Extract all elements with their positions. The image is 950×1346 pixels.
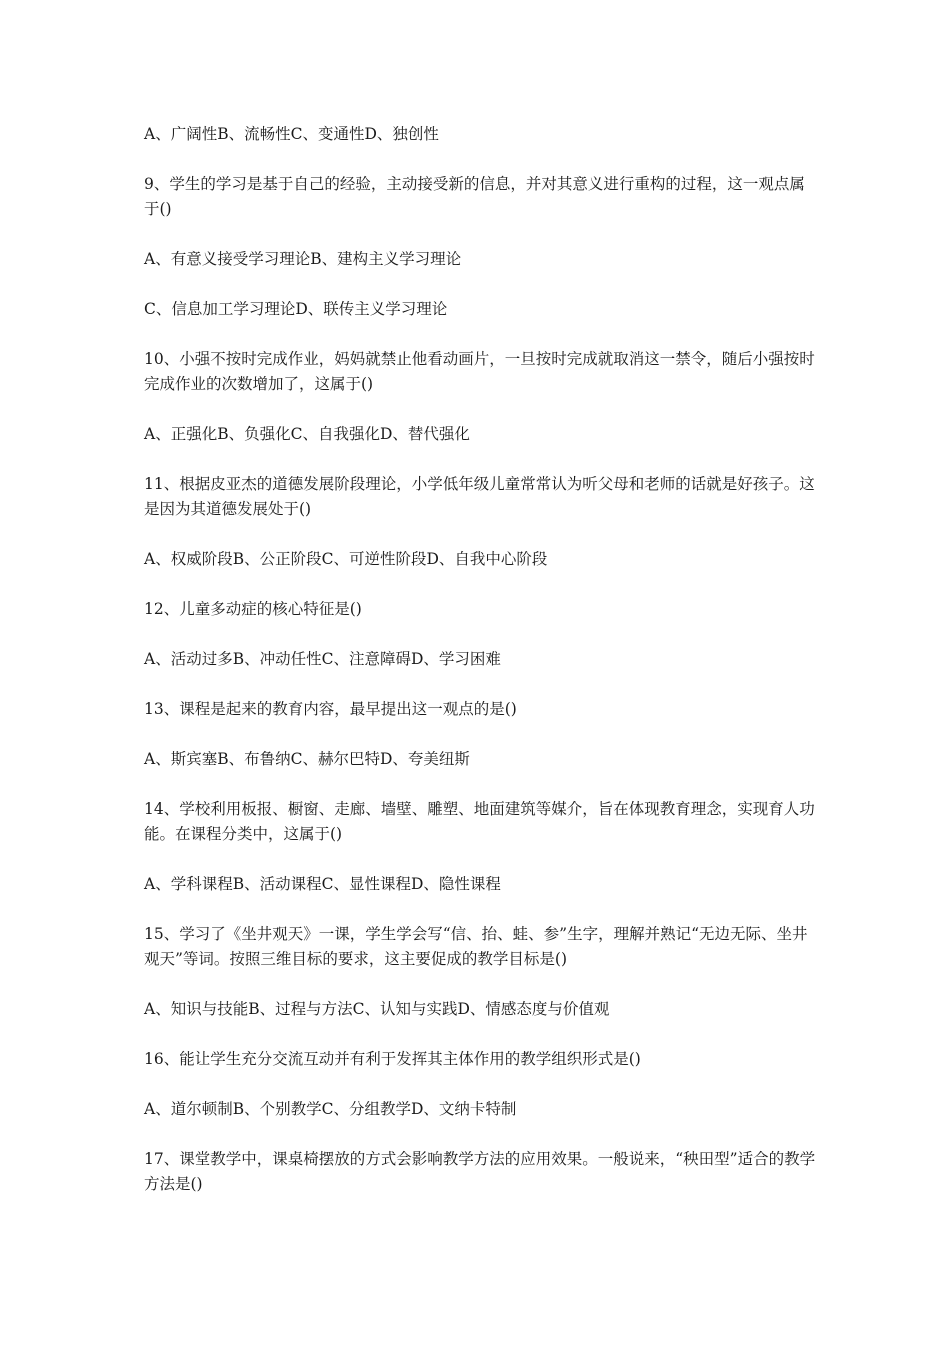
question-11: 11、根据皮亚杰的道德发展阶段理论，小学低年级儿童常常认为听父母和老师的话就是好孩子。这是因为其道德发展处于() <box>144 475 815 518</box>
question-14: 14、学校利用板报、橱窗、走廊、墙壁、雕塑、地面建筑等媒介，旨在体现教育理念，实现育人功能。在课程分类中，这属于() <box>144 800 815 843</box>
option-line-q9-a: A、有意义接受学习理论B、建构主义学习理论 <box>144 250 462 268</box>
question-9: 9、学生的学习是基于自己的经验，主动接受新的信息，并对其意义进行重构的过程，这一观点属于() <box>144 175 805 218</box>
option-line-q8: A、广阔性B、流畅性C、变通性D、独创性 <box>144 125 439 143</box>
option-line-q13: A、斯宾塞B、布鲁纳C、赫尔巴特D、夸美纽斯 <box>144 750 470 768</box>
option-line-q16: A、道尔顿制B、个别教学C、分组教学D、文纳卡特制 <box>144 1100 517 1118</box>
option-line-q12: A、活动过多B、冲动任性C、注意障碍D、学习困难 <box>144 650 501 668</box>
option-line-q9-b: C、信息加工学习理论D、联传主义学习理论 <box>144 300 448 318</box>
option-line-q11: A、权威阶段B、公正阶段C、可逆性阶段D、自我中心阶段 <box>144 550 548 568</box>
question-12: 12、儿童多动症的核心特征是() <box>144 600 362 618</box>
question-17: 17、课堂教学中，课桌椅摆放的方式会影响教学方法的应用效果。一般说来，“秧田型”适合的教学方法是() <box>144 1150 816 1193</box>
option-line-q10: A、正强化B、负强化C、自我强化D、替代强化 <box>144 425 470 443</box>
question-10: 10、小强不按时完成作业，妈妈就禁止他看动画片，一旦按时完成就取消这一禁令，随后小强按时完成作业的次数增加了，这属于() <box>144 350 815 393</box>
question-13: 13、课程是起来的教育内容，最早提出这一观点的是() <box>144 700 517 718</box>
question-15: 15、学习了《坐井观天》一课，学生学会写“信、抬、蛙、参”生字，理解并熟记“无边无际、坐井观天”等词。按照三维目标的要求，这主要促成的教学目标是() <box>144 925 808 968</box>
option-line-q15: A、知识与技能B、过程与方法C、认知与实践D、情感态度与价值观 <box>144 1000 610 1018</box>
question-16: 16、能让学生充分交流互动并有利于发挥其主体作用的教学组织形式是() <box>144 1050 641 1068</box>
option-line-q14: A、学科课程B、活动课程C、显性课程D、隐性课程 <box>144 875 501 893</box>
